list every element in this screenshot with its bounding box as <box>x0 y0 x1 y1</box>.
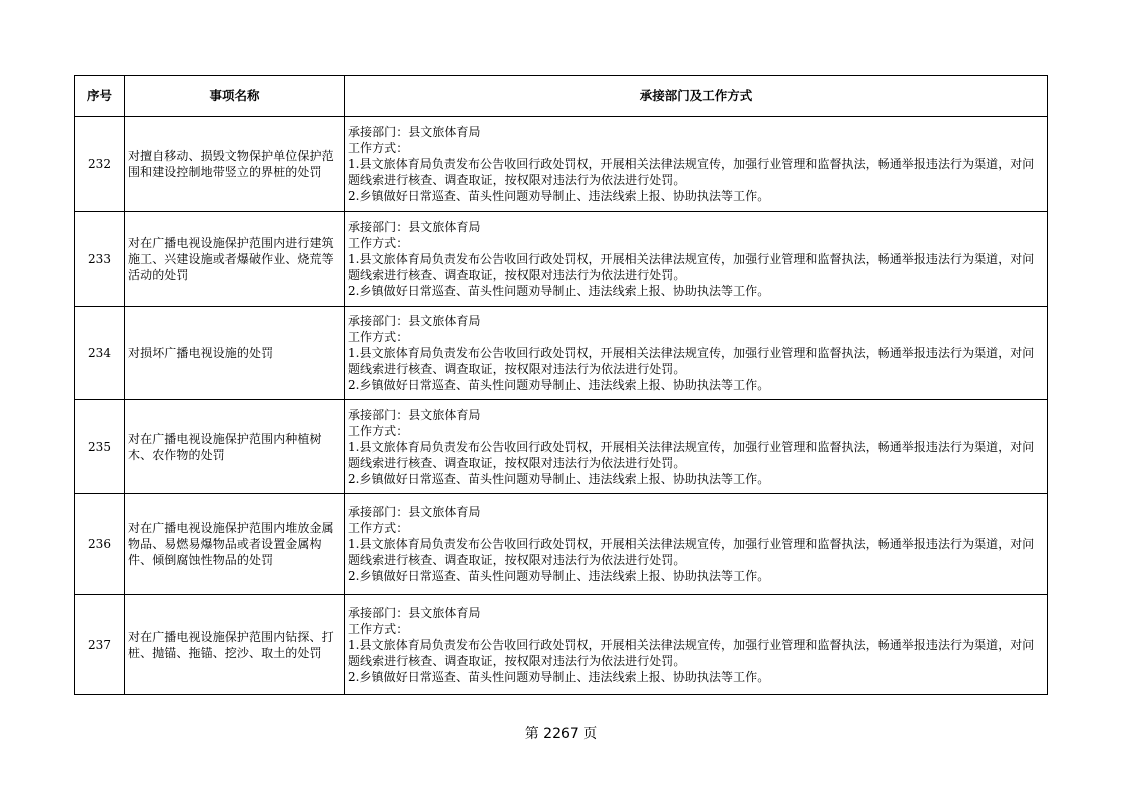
item-name: 对损坏广播电视设施的处罚 <box>125 307 345 400</box>
row-number: 237 <box>75 595 125 695</box>
dept-work-cell <box>345 212 1048 307</box>
dept-line: 承接部门：县文旅体育局 <box>348 220 481 234</box>
method-item-2: 2.乡镇做好日常巡查、苗头性问题劝导制止、违法线索上报、协助执法等工作。 <box>348 669 770 684</box>
method-item-1: 1.县文旅体育局负责发布公告收回行政处罚权，开展相关法律法规宣传，加强行业管理和监督执法，畅通举报违法行为渠道，对问题线索进行核查、调查取证，按权限对违法行为依法进行处罚。 <box>348 637 1035 668</box>
item-table <box>74 75 1048 695</box>
header-dept: 承接部门及工作方式 <box>345 76 1048 117</box>
dept-line: 承接部门：县文旅体育局 <box>348 605 481 620</box>
row-number: 232 <box>75 117 125 212</box>
method-item-1: 1.县文旅体育局负责发布公告收回行政处罚权，开展相关法律法规宣传，加强行业管理和监督执法，畅通举报违法行为渠道，对问题线索进行核查、调查取证，按权限对违法行为依法进行处罚。 <box>348 346 1035 376</box>
method-label: 工作方式： <box>348 141 409 155</box>
dept-work-cell <box>345 494 1048 595</box>
table-row <box>75 212 1048 307</box>
method-label: 工作方式： <box>348 330 409 344</box>
table-row <box>75 307 1048 400</box>
row-number: 234 <box>75 307 125 400</box>
dept-line: 承接部门：县文旅体育局 <box>348 407 481 422</box>
dept-work-cell <box>345 307 1048 400</box>
method-item-1: 1.县文旅体育局负责发布公告收回行政处罚权，开展相关法律法规宣传，加强行业管理和监督执法，畅通举报违法行为渠道，对问题线索进行核查、调查取证，按权限对违法行为依法进行处罚。 <box>348 157 1035 187</box>
table-row <box>75 595 1048 695</box>
method-item-2: 2.乡镇做好日常巡查、苗头性问题劝导制止、违法线索上报、协助执法等工作。 <box>348 569 770 583</box>
dept-line: 承接部门：县文旅体育局 <box>348 505 481 519</box>
page-number: 第 2267 页 <box>524 726 598 742</box>
header-name: 事项名称 <box>125 76 345 117</box>
row-number: 236 <box>75 494 125 595</box>
dept-line: 承接部门：县文旅体育局 <box>348 125 481 139</box>
method-item-1: 1.县文旅体育局负责发布公告收回行政处罚权，开展相关法律法规宣传，加强行业管理和监督执法，畅通举报违法行为渠道，对问题线索进行核查、调查取证，按权限对违法行为依法进行处罚。 <box>348 537 1035 567</box>
row-number: 235 <box>75 400 125 494</box>
dept-work-cell <box>345 595 1048 695</box>
item-name: 对在广播电视设施保护范围内钻探、打桩、抛锚、拖锚、挖沙、取土的处罚 <box>125 595 345 695</box>
item-name: 对在广播电视设施保护范围内堆放金属物品、易燃易爆物品或者设置金属构件、倾倒腐蚀性物品的处罚 <box>125 494 345 595</box>
method-item-2: 2.乡镇做好日常巡查、苗头性问题劝导制止、违法线索上报、协助执法等工作。 <box>348 284 770 298</box>
method-label: 工作方式： <box>348 236 409 250</box>
method-item-2: 2.乡镇做好日常巡查、苗头性问题劝导制止、违法线索上报、协助执法等工作。 <box>348 189 770 203</box>
header-no: 序号 <box>75 76 125 117</box>
dept-work-cell <box>345 117 1048 212</box>
table-row <box>75 494 1048 595</box>
method-item-2: 2.乡镇做好日常巡查、苗头性问题劝导制止、违法线索上报、协助执法等工作。 <box>348 378 770 392</box>
item-name: 对在广播电视设施保护范围内种植树木、农作物的处罚 <box>125 400 345 494</box>
table-row <box>75 117 1048 212</box>
table-row <box>75 400 1048 494</box>
method-item-1: 1.县文旅体育局负责发布公告收回行政处罚权，开展相关法律法规宣传，加强行业管理和监督执法，畅通举报违法行为渠道，对问题线索进行核查、调查取证，按权限对违法行为依法进行处罚。 <box>348 439 1035 470</box>
dept-work-cell <box>345 400 1048 494</box>
item-name: 对在广播电视设施保护范围内进行建筑施工、兴建设施或者爆破作业、烧荒等活动的处罚 <box>125 212 345 307</box>
item-name: 对擅自移动、损毁文物保护单位保护范围和建设控制地带竖立的界桩的处罚 <box>125 117 345 212</box>
method-item-1: 1.县文旅体育局负责发布公告收回行政处罚权，开展相关法律法规宣传，加强行业管理和监督执法，畅通举报违法行为渠道，对问题线索进行核查、调查取证，按权限对违法行为依法进行处罚。 <box>348 252 1035 282</box>
dept-line: 承接部门：县文旅体育局 <box>348 314 481 328</box>
table-header-row <box>75 76 1048 117</box>
method-label: 工作方式： <box>348 423 409 438</box>
method-item-2: 2.乡镇做好日常巡查、苗头性问题劝导制止、违法线索上报、协助执法等工作。 <box>348 471 770 486</box>
row-number: 233 <box>75 212 125 307</box>
method-label: 工作方式： <box>348 521 409 535</box>
method-label: 工作方式： <box>348 621 409 636</box>
